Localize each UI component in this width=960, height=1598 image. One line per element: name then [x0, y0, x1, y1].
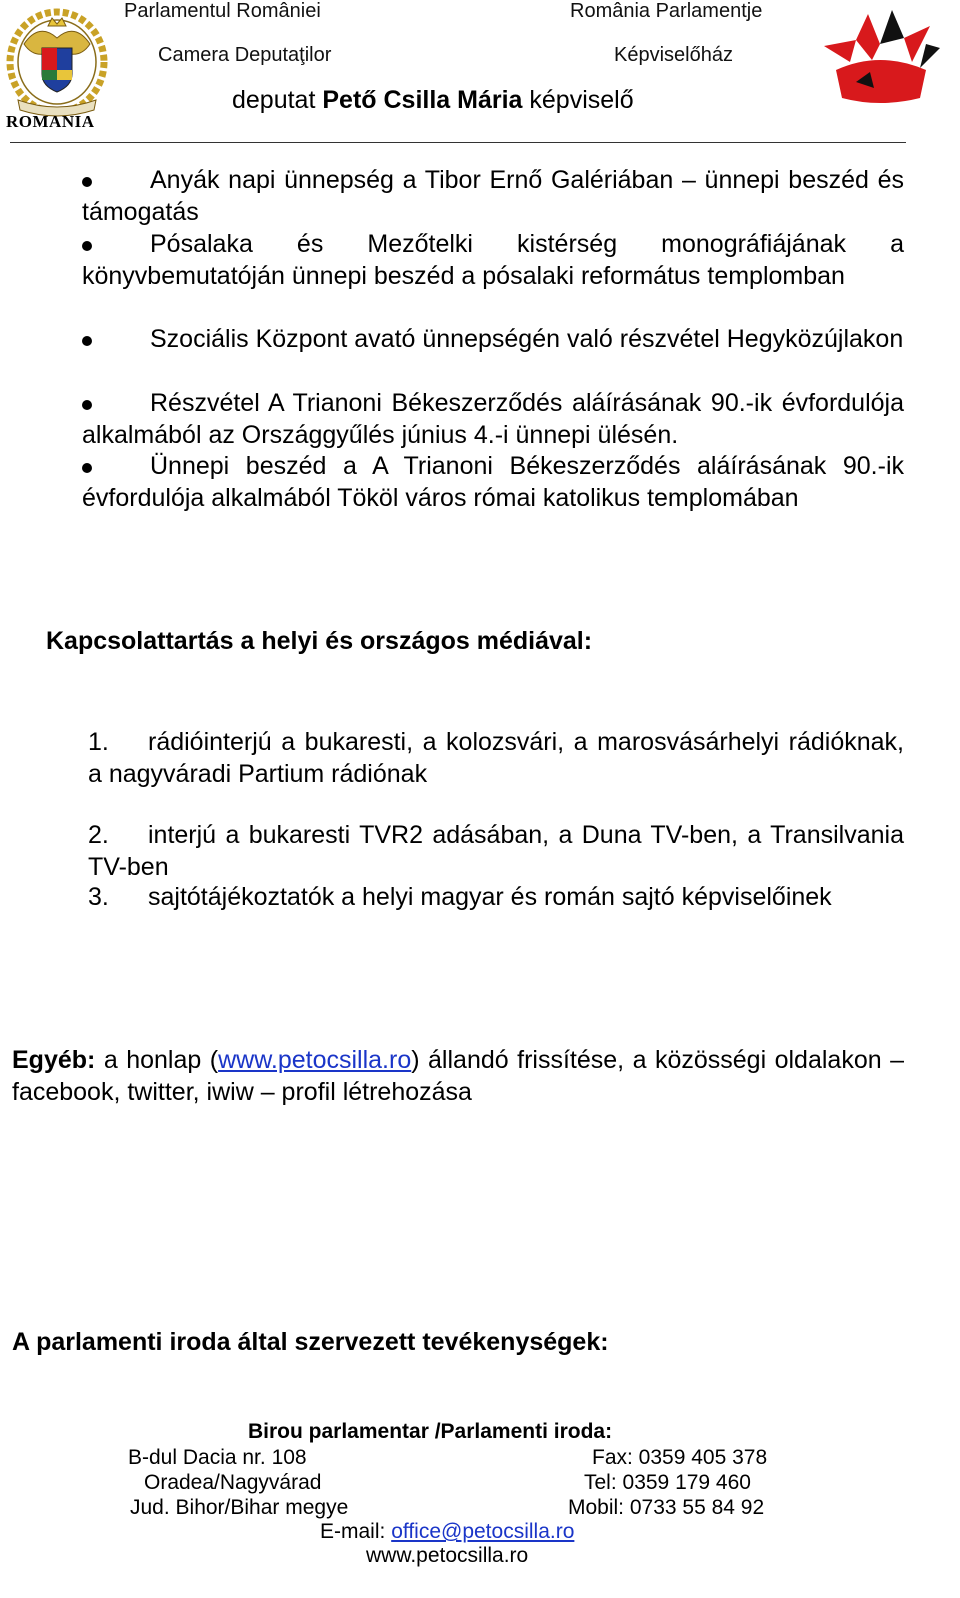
deputy-title	[232, 86, 634, 115]
tulip-logo-icon	[816, 4, 944, 108]
footer-title: Birou parlamentar /Parlamenti iroda:	[248, 1420, 613, 1443]
list-item: Ünnepi beszéd a A Trianoni Békeszerződés aláírásának 90.-ik évfordulója alkalmából Tököl város római katolikus templomában	[82, 452, 904, 512]
bullet-icon	[82, 177, 92, 187]
footer-mobil: Mobil: 0733 55 84 92	[568, 1496, 765, 1519]
footer-address-city: Oradea/Nagyvárad	[144, 1471, 322, 1494]
other-paragraph: Egyéb: a honlap (www.petocsilla.ro) állandó frissítése, a közösségi oldalakon – facebook, twitter, iwiw – profil létrehozása	[12, 1046, 904, 1106]
bullet-icon	[82, 336, 92, 346]
footer-address-street: B-dul Dacia nr. 108	[128, 1446, 307, 1469]
parliament-name-ro: Parlamentul României	[124, 0, 321, 22]
office-heading: A parlamenti iroda által szervezett tevékenységek:	[12, 1328, 609, 1356]
bullet-icon	[82, 463, 92, 473]
list-item: 3. sajtótájékoztatók a helyi magyar és román sajtó képviselőinek	[88, 882, 904, 914]
footer-website: www.petocsilla.ro	[366, 1544, 529, 1567]
email-link[interactable]: office@petocsilla.ro	[391, 1520, 575, 1543]
footer-address-county: Jud. Bihor/Bihar megye	[130, 1496, 349, 1519]
header-divider	[10, 142, 906, 143]
footer-tel: Tel: 0359 179 460	[584, 1471, 751, 1494]
item-number: 3.	[88, 883, 109, 911]
list-item: Részvétel A Trianoni Békeszerződés aláírásának 90.-ik évfordulója alkalmából az Országgyűlés június 4.-i ünnepi ülésén.	[82, 389, 904, 449]
list-item: Szociális Központ avató ünnepségén való részvétel Hegyközújlakon	[82, 324, 904, 356]
bullet-icon	[82, 241, 92, 251]
chamber-name-hu: Képviselőház	[614, 44, 733, 66]
list-item: Pósalaka és Mezőtelki kistérség monográfiájának a könyvbemutatóján ünnepi beszéd a pósalaki református templomban	[82, 230, 904, 290]
chamber-name-ro: Camera Deputaţilor	[158, 44, 332, 66]
bullet-icon	[82, 400, 92, 410]
footer-fax: Fax: 0359 405 378	[592, 1446, 768, 1469]
list-item: 2. interjú a bukaresti TVR2 adásában, a Duna TV-ben, a Transilvania TV-ben	[88, 821, 904, 881]
footer-email: E-mail: office@petocsilla.ro	[320, 1520, 575, 1543]
deputy-suffix: képviselő	[529, 86, 634, 114]
list-item: 1. rádióinterjú a bukaresti, a kolozsvári, a marosvásárhelyi rádióknak, a nagyváradi Partium rádiónak	[88, 728, 904, 788]
media-heading: Kapcsolattartás a helyi és országos médiával:	[46, 627, 593, 655]
list-item: Anyák napi ünnepség a Tibor Ernő Galériában – ünnepi beszéd és támogatás	[82, 166, 904, 226]
crest-caption: ROMANIA	[6, 112, 95, 131]
website-link[interactable]: www.petocsilla.ro	[218, 1046, 412, 1074]
deputy-name: Pető Csilla Mária	[322, 86, 523, 114]
deputy-prefix: deputat	[232, 86, 316, 114]
item-number: 1.	[88, 728, 109, 756]
other-label: Egyéb:	[12, 1046, 96, 1074]
item-number: 2.	[88, 821, 109, 849]
party-logo	[816, 4, 944, 108]
parliament-name-hu: România Parlamentje	[570, 0, 763, 22]
